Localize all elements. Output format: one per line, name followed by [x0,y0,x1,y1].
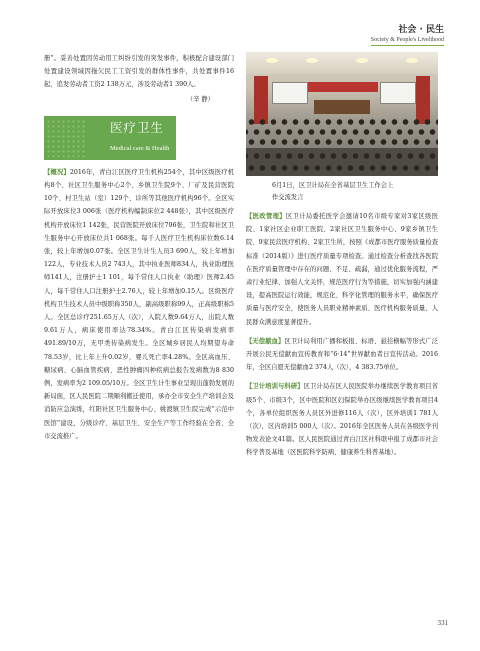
photo-ceiling [246,52,438,74]
photo-caption-line1: 6月1日，区卫计局在全省基层卫生工作会上 [272,182,394,189]
photo-audience-row [246,128,438,138]
section-title-en: Society & People's Livelihood [371,36,444,46]
photo-curtain [416,76,430,124]
overview-text: 2016年，青白江区医疗卫生机构254个，其中区级医疗机构8个、社区卫生服务中心2个、乡镇卫生院9个、厂矿及民营医院10个、村卫生站（室）129个、诊所等其他医疗机构96个。全区实际开放床位3 006张（医疗机构编制床位2 448张），其中区级医疗机构开放床位1 142张，民营医院开放床位796张，卫生院和社区卫生服务中心开放床位共1 068张。每千人医疗卫生机构床位数6.14张，较上年增加0.07张。全区卫生计生人员3 690人，较上年增加122人，专业技术人员2 743人，其中执业医师834人，执业助理医师141人，注册护士1 101，每千常住人口执业（助理）医师2.45人，每千常住人口注册护士2.76人，较上年增加0.15人。区级医疗机构卫生技术人员中级职称350人，副高级职称99人，正高级职称5人。全区总诊疗251.65万人（次），入院人数9.64万人，出院人数9.61万人，病床使用率达78.34%。青白江区传染病发病率491.89/10万，无甲类传染病发生。全区城乡居民人均期望寿命78.53岁，比上年上升0.02岁，婴儿死亡率4.28%。全区高血压、糖尿病、心脑血管疾病、恶性肿瘤四种疾病总报告发病数为8 830例，发病率为2 109.05/10万。全区卫生计生事业呈现出蓬勃发展的新局面，区人民医院二期顺利搬迁使用，承办全市安全生产培训会及消防应急演练，红阳社区卫生服务中心、姚渡镇卫生院完成“示范中医馆”建设，分级诊疗、基层卫生、安全生产等工作经验在全省、全市交流推广。 [44,168,235,440]
photo-light [306,58,318,63]
photo-light [356,58,368,63]
dot-pattern-decoration [46,119,86,157]
photo-screen [380,82,416,104]
photo-caption-line2: 作交流发言 [272,194,304,201]
right-column [246,52,438,466]
blood-text: 区卫计局利用广播和板报、标语、悬挂横幅等形式广泛开展公民无偿献血宣传教育和“6·14”世界献血者日宣传活动。2016年，全区自愿无偿献血2 374人（次），4 383.75单位。 [246,337,439,372]
running-header [371,25,444,46]
conference-photo [246,52,438,176]
photo-light [266,58,278,63]
photo-caption [246,180,438,204]
author-credit: （辛 静） [186,95,214,103]
photo-audience-row [246,118,438,128]
overview-paragraph [44,166,234,443]
banner-title: 医疗卫生 [110,119,165,135]
photo-curtain [254,76,268,124]
photo-audience-row [246,164,438,174]
quality-tag: 【医政管理】 [246,213,286,220]
training-text: 区卫计局在区人民医院举办继续医学教育项目省级5个、市级3个，区中医院和区妇保院举办区级继续医学教育项目4个，各单位组织医务人员区外进修116人（次），区外培训1 781人（次），区内培训5 000人（次）。2016年全区医务人员在各级医学刊物发表论文41篇。区人民医院通过青白江区社科联申报了成都市社会科学普及基地（区医院科学防病、健康养生科普基地）。 [246,383,439,457]
photo-screen [272,82,308,104]
quality-paragraph [246,210,438,329]
blood-tag: 【无偿献血】 [246,337,285,345]
photo-light [406,58,418,63]
photo-audience-row [246,138,438,148]
page-number: 331 [437,619,448,627]
photo-stage-banner [308,82,378,92]
section-title-cn: 社会 · 民生 [398,25,444,35]
quality-text: 区卫计局委托医学会邀请10名市级专家对3家区级医院、1家社区企业职工医院、2家社区卫生服务中心、9家乡镇卫生院、9家民营医疗机构、2家卫生所，按照《成都市医疗服务质量检查标准（2014版）》进行医疗质量专项检查。通过检查分析查找各医院在医疗质量管理中存在的问题、不足、疏漏，通过优化服务流程，严肃行业纪律、加强人文关怀，规范医疗行为等措施，切实加强内涵建设，提高医院运行效能，规范化、科学化管理的服务水平，确保医疗质量与医疗安全，使医务人员职业精神素质、医疗机构服务质量、人民群众满意度显著提升。 [246,213,438,326]
left-column [44,52,234,443]
training-paragraph [246,380,438,459]
photo-podium [314,100,370,114]
banner-fade [176,116,234,160]
photo-audience-row [246,152,438,162]
blood-paragraph [246,335,438,375]
training-tag: 【卫计培训与科研】 [246,383,304,391]
overview-tag: 【概况】 [44,168,70,176]
banner-subtitle: Medical care & Health [110,144,170,152]
section-banner [44,116,234,160]
intro-paragraph: 册”。妥善处置因劳动用工纠纷引发的突发事件，积极配合建设部门处置建设领域因拖欠民工工资引发的群体性事件，共处置事件16起，追发劳动者工资2 138万元，涉及劳动者1 390人。 [44,55,234,89]
